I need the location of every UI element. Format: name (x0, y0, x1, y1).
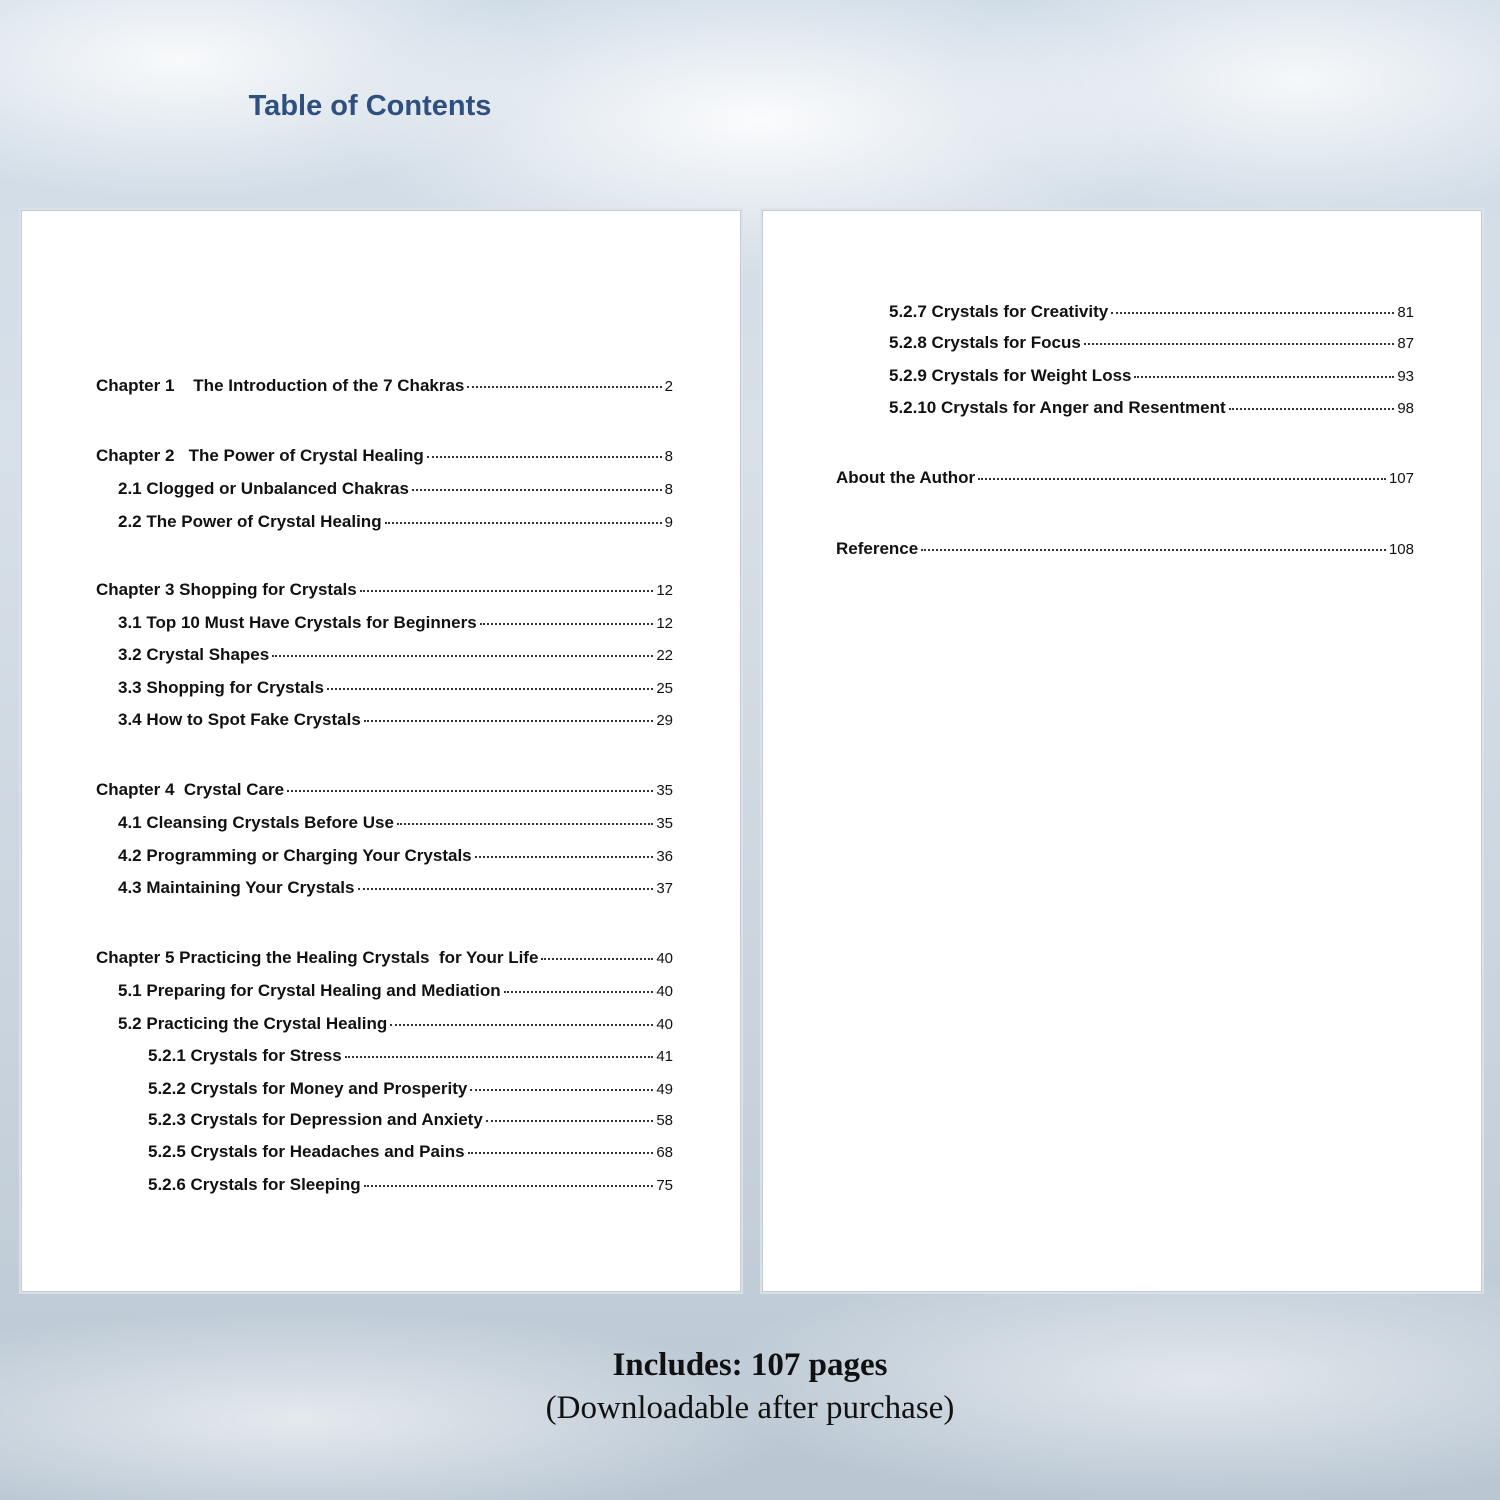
toc-entry-page-number: 37 (656, 880, 673, 897)
toc-entry-page-number: 9 (664, 514, 673, 531)
toc-entry-label: 5.2.7 Crystals for Creativity (889, 302, 1109, 321)
toc-entry-label: Chapter 1 The Introduction of the 7 Chakras (96, 376, 465, 395)
toc-entry-label: 4.2 Programming or Charging Your Crystals (118, 846, 472, 865)
left-toc-entry (148, 1046, 673, 1067)
left-toc-entry (118, 1014, 673, 1035)
right-toc-entry (889, 333, 1414, 354)
toc-entry-label: 3.1 Top 10 Must Have Crystals for Beginners (118, 613, 477, 632)
toc-entry-label: About the Author (836, 468, 976, 487)
left-toc-entry (96, 580, 673, 601)
toc-entry-label: 3.4 How to Spot Fake Crystals (118, 710, 361, 729)
dot-leader (541, 958, 653, 960)
dot-leader (390, 1024, 653, 1026)
toc-entry-label: 5.2.5 Crystals for Headaches and Pains (148, 1142, 465, 1161)
toc-entry-page-number: 40 (656, 950, 673, 967)
toc-entry-page-number: 58 (656, 1112, 673, 1129)
toc-entry-page-number: 2 (664, 378, 673, 395)
toc-entry-page-number: 41 (656, 1048, 673, 1065)
toc-entry-page-number: 68 (656, 1144, 673, 1161)
right-toc-entry (836, 539, 1414, 560)
toc-entry-label: 5.2.10 Crystals for Anger and Resentment (889, 398, 1226, 417)
left-toc-entry (118, 878, 673, 899)
left-toc-entry (118, 981, 673, 1002)
toc-title: Table of Contents (248, 90, 492, 122)
dot-leader (272, 655, 653, 657)
toc-entry-label: 5.2.6 Crystals for Sleeping (148, 1175, 361, 1194)
toc-entry-label: 5.2.3 Crystals for Depression and Anxiety (148, 1110, 483, 1129)
toc-entry-label: Chapter 4 Crystal Care (96, 780, 285, 799)
toc-entry-page-number: 40 (656, 983, 673, 1000)
toc-entry-page-number: 8 (664, 481, 673, 498)
right-toc-entry (889, 366, 1414, 387)
dot-leader (470, 1089, 653, 1091)
left-toc-entry (148, 1110, 673, 1131)
dot-leader (480, 623, 654, 625)
left-toc-entry (96, 376, 673, 397)
toc-entry-label: Chapter 2 The Power of Crystal Healing (96, 446, 424, 465)
toc-entry-label: Reference (836, 539, 919, 558)
toc-entry-label: 5.2.8 Crystals for Focus (889, 333, 1081, 352)
left-toc-entry (148, 1175, 673, 1196)
toc-entry-label: 4.3 Maintaining Your Crystals (118, 878, 355, 897)
left-toc-entry (148, 1142, 673, 1163)
right-toc-entry (836, 468, 1414, 489)
toc-entry-label: 3.3 Shopping for Crystals (118, 678, 324, 697)
dot-leader (427, 456, 662, 458)
left-toc-entry (96, 780, 673, 801)
toc-entry-page-number: 75 (656, 1177, 673, 1194)
dot-leader (1134, 376, 1394, 378)
dot-leader (468, 1152, 654, 1154)
left-toc-entry (148, 1079, 673, 1100)
dot-leader (475, 856, 654, 858)
toc-entry-page-number: 29 (656, 712, 673, 729)
toc-entry-label: 3.2 Crystal Shapes (118, 645, 270, 664)
left-toc-entry (118, 512, 673, 533)
dot-leader (1084, 343, 1395, 345)
dot-leader (921, 549, 1386, 551)
dot-leader (327, 688, 653, 690)
dot-leader (1229, 408, 1395, 410)
dot-leader (978, 478, 1386, 480)
toc-entry-page-number: 40 (656, 1016, 673, 1033)
dot-leader (486, 1120, 654, 1122)
toc-entry-page-number: 93 (1397, 368, 1414, 385)
toc-entry-page-number: 81 (1397, 304, 1414, 321)
dot-leader (360, 590, 654, 592)
left-toc-entry (118, 846, 673, 867)
toc-entry-page-number: 108 (1388, 541, 1414, 558)
toc-entry-page-number: 12 (656, 582, 673, 599)
toc-entry-label: 5.2.9 Crystals for Weight Loss (889, 366, 1132, 385)
toc-entry-page-number: 98 (1397, 400, 1414, 417)
toc-entry-page-number: 25 (656, 680, 673, 697)
dot-leader (504, 991, 654, 993)
toc-entry-label: 5.1 Preparing for Crystal Healing and Mediation (118, 981, 501, 1000)
left-toc-entry (118, 813, 673, 834)
toc-entry-label: 5.2 Practicing the Crystal Healing (118, 1014, 388, 1033)
toc-entry-label: Chapter 5 Practicing the Healing Crystals for Your Life (96, 948, 539, 967)
left-toc-entry (118, 613, 673, 634)
toc-entry-page-number: 36 (656, 848, 673, 865)
left-toc-entry (96, 446, 673, 467)
dot-leader (364, 720, 654, 722)
toc-entry-page-number: 12 (656, 615, 673, 632)
toc-entry-page-number: 49 (656, 1081, 673, 1098)
toc-entry-label: 5.2.2 Crystals for Money and Prosperity (148, 1079, 468, 1098)
dot-leader (358, 888, 654, 890)
left-toc-entry (118, 645, 673, 666)
toc-entry-label: 4.1 Cleansing Crystals Before Use (118, 813, 394, 832)
dot-leader (1111, 312, 1394, 314)
dot-leader (412, 489, 662, 491)
footer-download-note: (Downloadable after purchase) (545, 1390, 955, 1426)
dot-leader (287, 790, 653, 792)
toc-entry-page-number: 35 (656, 815, 673, 832)
toc-entry-page-number: 8 (664, 448, 673, 465)
toc-entry-page-number: 107 (1388, 470, 1414, 487)
right-toc-entry (889, 302, 1414, 323)
left-toc-entry (118, 479, 673, 500)
right-toc-entry (889, 398, 1414, 419)
left-toc-entry (118, 678, 673, 699)
dot-leader (385, 522, 662, 524)
left-toc-entry (96, 948, 673, 969)
left-toc-entry (118, 710, 673, 731)
footer-page-count: Includes: 107 pages (612, 1347, 888, 1383)
toc-entry-label: 2.1 Clogged or Unbalanced Chakras (118, 479, 409, 498)
dot-leader (397, 823, 653, 825)
dot-leader (345, 1056, 654, 1058)
toc-entry-label: 5.2.1 Crystals for Stress (148, 1046, 342, 1065)
dot-leader (467, 386, 661, 388)
dot-leader (364, 1185, 654, 1187)
toc-entry-page-number: 35 (656, 782, 673, 799)
toc-entry-page-number: 22 (656, 647, 673, 664)
toc-entry-page-number: 87 (1397, 335, 1414, 352)
toc-entry-label: Chapter 3 Shopping for Crystals (96, 580, 357, 599)
toc-entry-label: 2.2 The Power of Crystal Healing (118, 512, 382, 531)
